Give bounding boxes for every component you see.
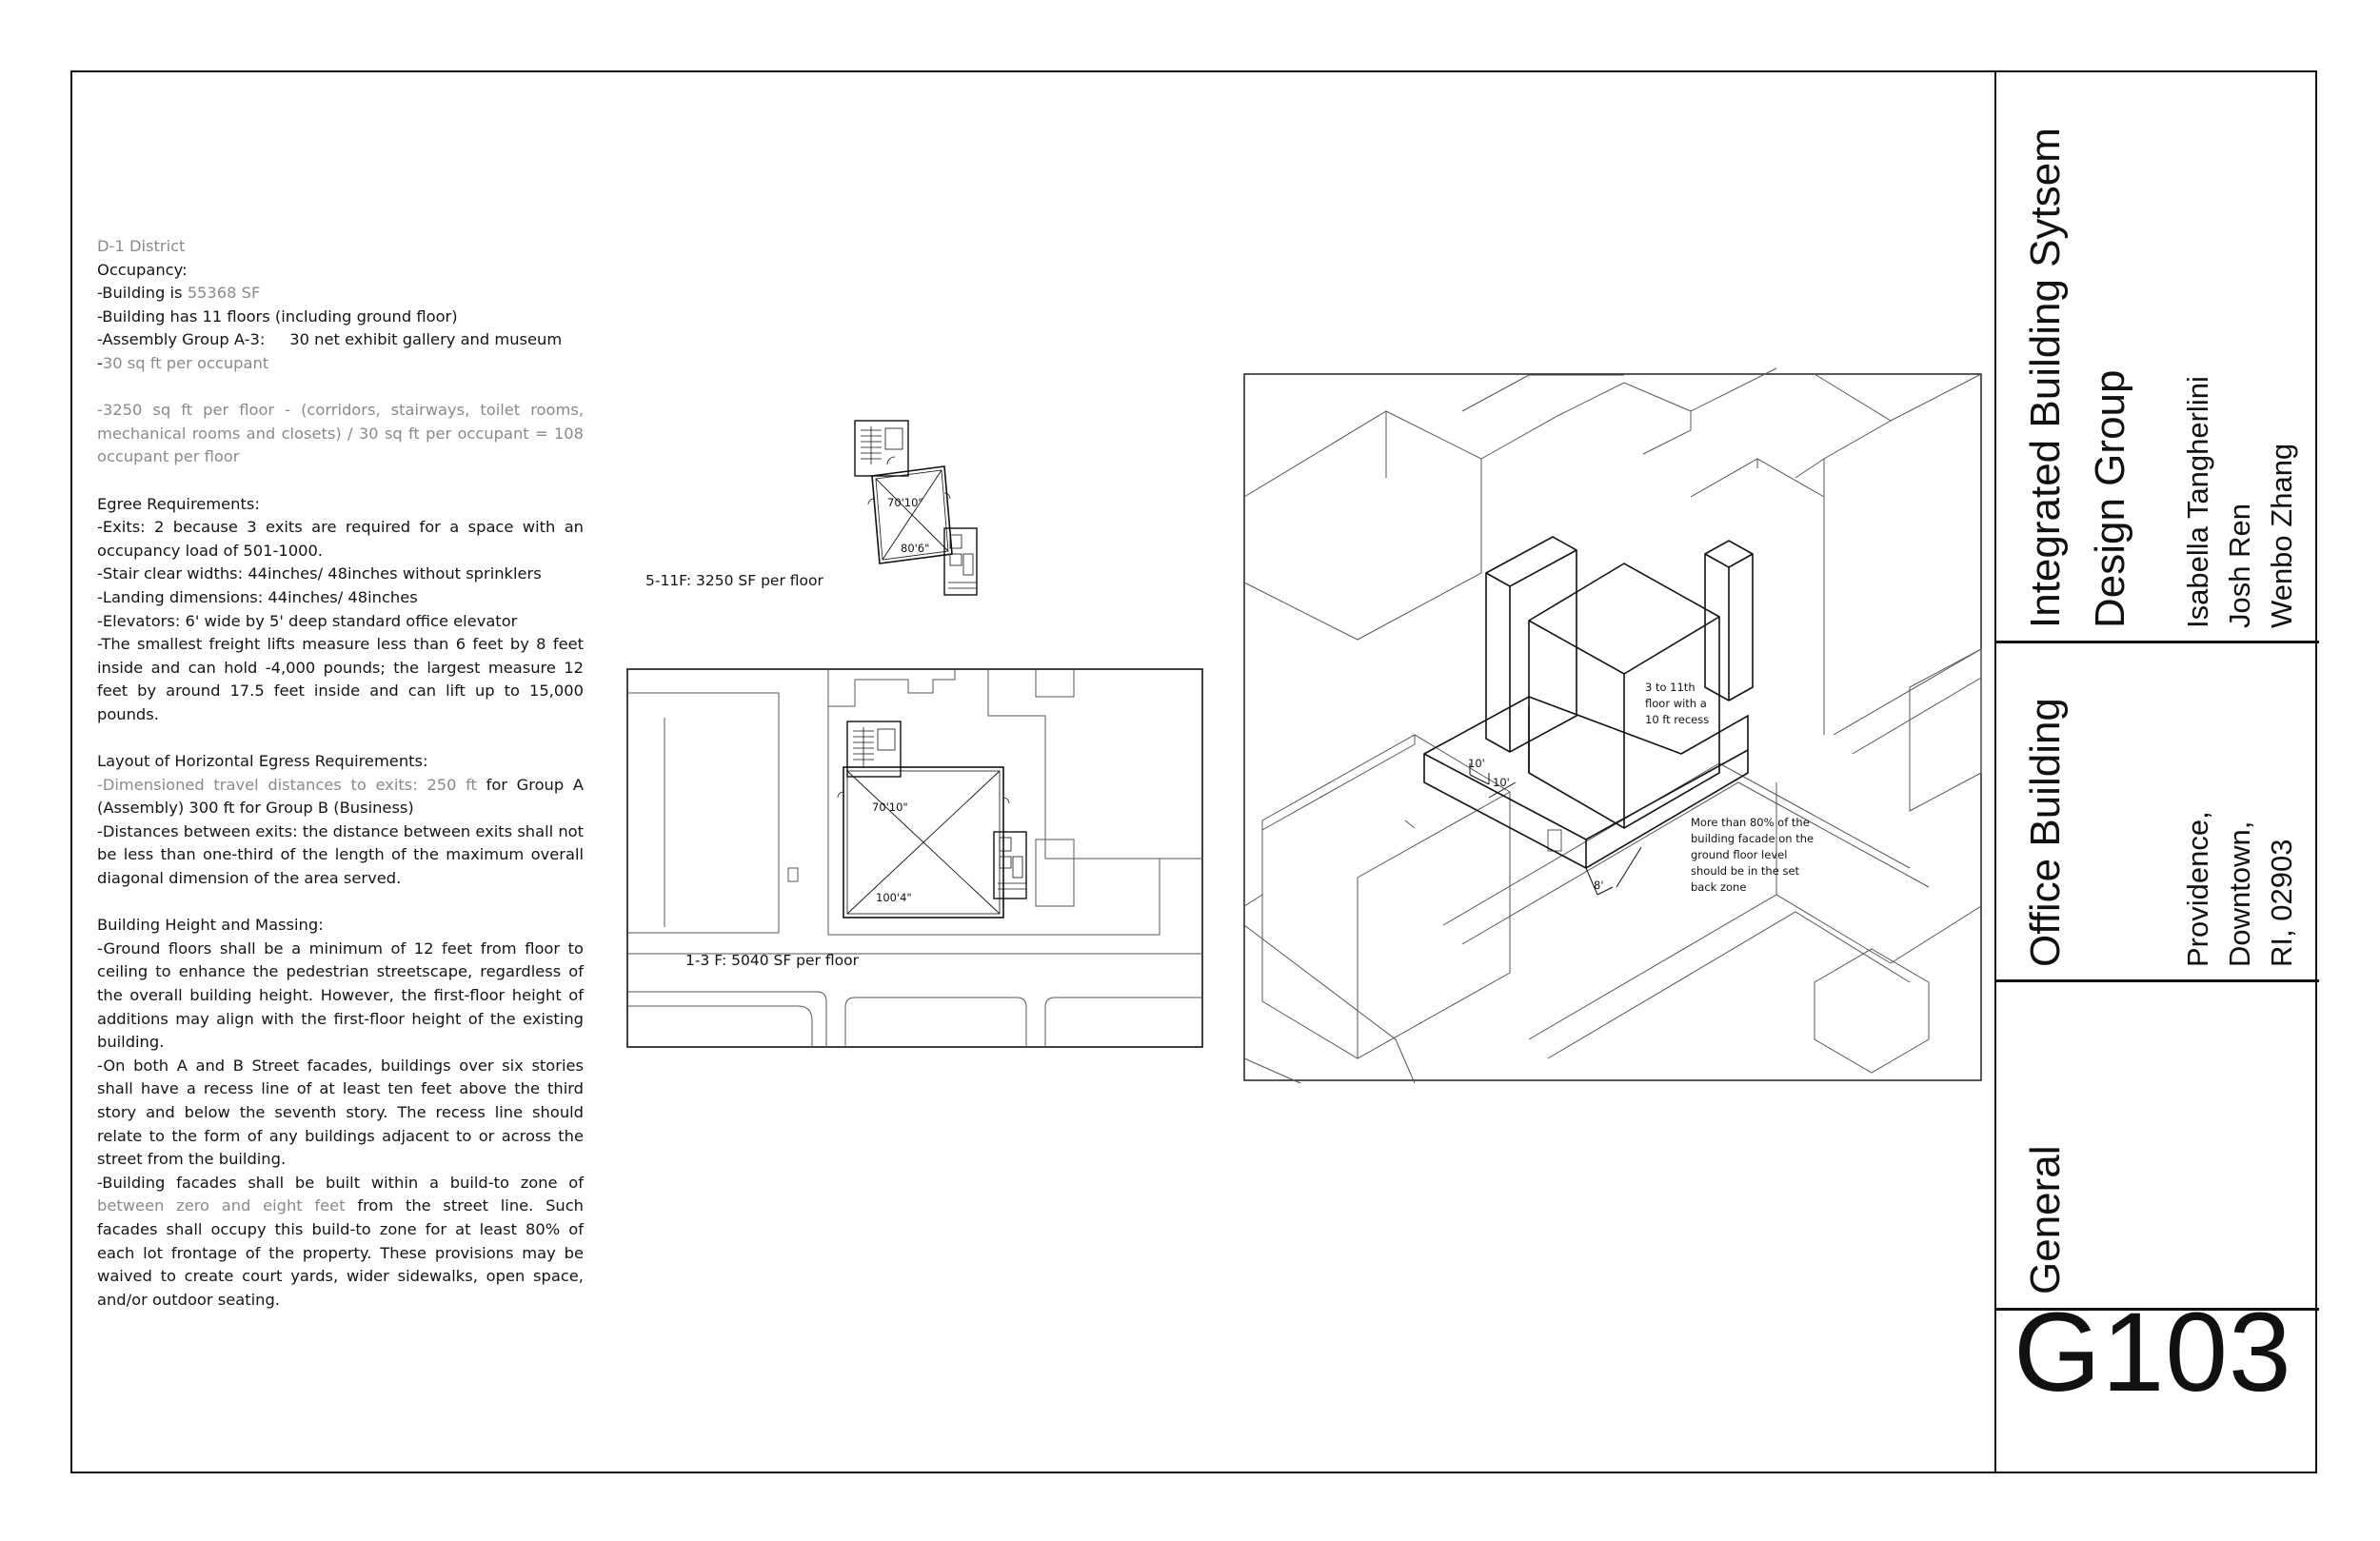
building-area-value: 55368 SF xyxy=(187,284,261,303)
upper-dim-top: 70'10" xyxy=(887,496,923,509)
location-line-2: Downtown, xyxy=(2223,820,2256,967)
recess-line: -On both A and B Street facades, buildings over six stories shall have a recess line of at least ten feet above the third story and below the seventh story. The recess line should relate to the form of any buildings adjacent to or across the street from the building. xyxy=(97,1056,584,1169)
stair-widths-line: -Stair clear widths: 44inches/ 48inches without sprinklers xyxy=(97,564,542,583)
lower-floor-plan xyxy=(626,668,1205,1051)
facade-annotation-line-4: should be in the set xyxy=(1691,864,1800,878)
floor-calc-line: -3250 sq ft per floor - (corridors, stairways, toilet rooms, mechanical rooms and closets) / 30 sq ft per occupant = 108 occupant per floor xyxy=(97,401,584,466)
title-block-project-cell xyxy=(1996,70,2319,643)
facade-grey: between zero and eight feet xyxy=(97,1196,346,1215)
per-occupant-value: 30 sq ft per occupant xyxy=(102,353,269,372)
floors-line: -Building has 11 floors (including ground floor) xyxy=(97,306,458,326)
building-area-line xyxy=(97,282,584,306)
facade-line xyxy=(97,1172,584,1313)
landing-line: -Landing dimensions: 44inches/ 48inches xyxy=(97,587,418,606)
recess-annotation-line-3: 10 ft recess xyxy=(1645,713,1710,726)
axon-dim-a: 10' xyxy=(1468,757,1485,770)
exit-distance-line: -Distances between exits: the distance between exits shall not be less than one-third of the length of the maximum overall diagonal dimension of the area served. xyxy=(97,821,584,888)
travel-distance-grey: -Dimensioned travel distances to exits: 250 ft xyxy=(97,775,477,794)
facade-annotation-line-2: building facade on the xyxy=(1691,832,1815,845)
title-block xyxy=(1994,70,2317,1473)
team-member-1: Isabella Tangherlini xyxy=(2181,376,2214,628)
per-occupant-dash: - xyxy=(97,353,103,372)
facade-annotation xyxy=(1691,816,1817,894)
lower-dim-bottom: 100'4" xyxy=(876,891,912,904)
lower-plan-label: 1-3 F: 5040 SF per floor xyxy=(685,952,859,969)
facade-annotation-line-3: ground floor level xyxy=(1691,848,1788,861)
elevators-line: -Elevators: 6' wide by 5' deep standard office elevator xyxy=(97,611,518,630)
axon-frame xyxy=(1244,374,1981,1080)
lower-stair-core xyxy=(847,721,901,777)
upper-service-core xyxy=(944,528,977,595)
context-mass-north-west xyxy=(1244,411,1481,640)
massing-axonometric xyxy=(1243,373,1984,1083)
code-notes xyxy=(97,235,584,1312)
district-line: D-1 District xyxy=(97,237,186,255)
lower-service-core xyxy=(994,832,1026,899)
context-block-west xyxy=(627,693,779,933)
ground-floor-line: -Ground floors shall be a minimum of 12 feet from floor to ceiling to enhance the pedestrian streetscape, regardless of the overall building height. However, the first-floor height of additions may align with the first-floor height of the existing building. xyxy=(97,938,584,1052)
project-title-line-2: Design Group xyxy=(2087,369,2133,628)
sheet-category: General xyxy=(2022,1145,2069,1294)
travel-distance-line xyxy=(97,774,584,820)
recess-annotation-line-2: floor with a xyxy=(1645,697,1707,710)
team-member-2: Josh Ren xyxy=(2223,504,2256,628)
building-type: Office Building xyxy=(2022,698,2069,967)
facade-post: from the street line. Such facades shall occupy this build-to zone for at least 80% of each lot frontage of the property. These provisions may be waived to create court yards, wider sidewalks, open space, and/or outdoor seating. xyxy=(97,1196,585,1309)
axon-dim-c: 8' xyxy=(1594,879,1604,892)
egress-heading: Egree Requirements: xyxy=(97,494,260,513)
upper-stair-core xyxy=(855,421,908,476)
location-line-1: Providence, xyxy=(2181,811,2214,967)
upper-floor-plan xyxy=(838,409,1047,619)
upper-dim-bottom: 80'6" xyxy=(901,542,930,555)
axon-dim-b: 10' xyxy=(1493,776,1510,789)
recess-annotation-line-1: 3 to 11th xyxy=(1645,681,1696,694)
facade-pre: -Building facades shall be built within a build-to zone of xyxy=(97,1173,584,1192)
title-block-category-cell xyxy=(1996,982,2319,1311)
freight-line: -The smallest freight lifts measure less than 6 feet by 8 feet inside and can hold -4,000 pounds; the largest measure 12 feet by around 17.5 feet inside and can lift up to 15,000 pounds. xyxy=(97,635,584,723)
location-line-3: RI, 02903 xyxy=(2265,839,2298,967)
sheet-number: G103 xyxy=(2013,1290,2292,1415)
context-mass-south-west xyxy=(1262,735,1510,1058)
horizontal-egress-heading: Layout of Horizontal Egress Requirements: xyxy=(97,752,428,771)
facade-annotation-line-5: back zone xyxy=(1691,880,1747,894)
title-block-building-cell xyxy=(1996,643,2319,982)
assembly-line: -Assembly Group A-3: 30 net exhibit gallery and museum xyxy=(97,330,563,349)
facade-annotation-line-1: More than 80% of the xyxy=(1691,816,1810,829)
upper-plan-label: 5-11F: 3250 SF per floor xyxy=(645,572,823,589)
project-title-line-1: Integrated Building Sytsem xyxy=(2022,128,2069,628)
per-occupant-line xyxy=(97,352,584,376)
travel-distance-rest: for Group A (Assembly) 300 ft for Group B (Business) xyxy=(97,775,584,818)
occupancy-heading: Occupancy: xyxy=(97,260,188,279)
height-heading: Building Height and Massing: xyxy=(97,916,324,935)
building-area-prefix: -Building is xyxy=(97,284,188,303)
lower-dim-top: 70'10" xyxy=(872,800,908,814)
recess-annotation xyxy=(1645,681,1710,726)
exits-line: -Exits: 2 because 3 exits are required for a space with an occupancy load of 501-1000. xyxy=(97,518,584,560)
team-member-3: Wenbo Zhang xyxy=(2265,443,2298,628)
